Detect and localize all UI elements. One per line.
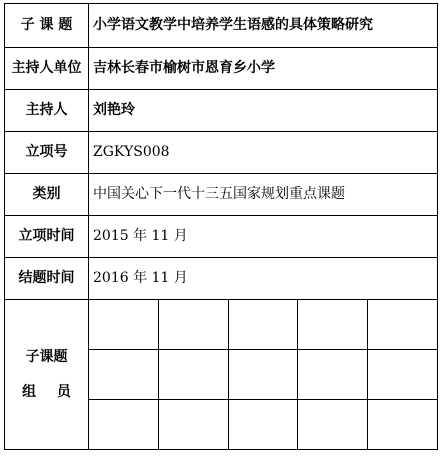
host-unit-label: 主持人单位 [5, 48, 89, 90]
category-label: 类别 [5, 174, 89, 216]
members-grid-row [89, 400, 437, 450]
member-cell [89, 300, 159, 350]
members-label-line2: 组 员 [22, 383, 79, 400]
member-cell [228, 350, 298, 400]
members-grid-row [89, 300, 437, 350]
subject-label: 子 课 题 [5, 4, 89, 48]
member-cell [89, 400, 159, 450]
members-grid-row [89, 350, 437, 400]
members-label-cell [5, 300, 89, 450]
member-cell [298, 350, 368, 400]
project-number-label: 立项号 [5, 132, 89, 174]
host-unit-value: 吉林长春市榆树市恩育乡小学 [89, 48, 438, 90]
member-cell [228, 300, 298, 350]
row-category [5, 174, 438, 216]
member-cell [159, 400, 229, 450]
member-cell [367, 300, 437, 350]
members-label-line1: 子课题 [25, 348, 68, 365]
member-cell [367, 400, 437, 450]
member-cell [298, 400, 368, 450]
host-value: 刘艳玲 [89, 90, 438, 132]
row-end-date [5, 258, 438, 300]
row-host-unit [5, 48, 438, 90]
member-cell [159, 350, 229, 400]
start-date-label: 立项时间 [5, 216, 89, 258]
members-grid-cell [89, 300, 438, 450]
host-label: 主持人 [5, 90, 89, 132]
subject-value: 小学语文教学中培养学生语感的具体策略研究 [89, 4, 438, 48]
member-cell [298, 300, 368, 350]
start-date-value: 2015 年 11 月 [89, 216, 438, 258]
members-grid [89, 300, 437, 449]
row-members [5, 300, 438, 450]
member-cell [367, 350, 437, 400]
end-date-value: 2016 年 11 月 [89, 258, 438, 300]
project-number-value: ZGKYS008 [89, 132, 438, 174]
member-cell [228, 400, 298, 450]
member-cell [159, 300, 229, 350]
member-cell [89, 350, 159, 400]
category-value: 中国关心下一代十三五国家规划重点课题 [89, 174, 438, 216]
end-date-label: 结题时间 [5, 258, 89, 300]
row-subject [5, 4, 438, 48]
row-project-number [5, 132, 438, 174]
project-info-table [4, 3, 438, 450]
row-host [5, 90, 438, 132]
project-info-form [4, 3, 437, 460]
row-start-date [5, 216, 438, 258]
